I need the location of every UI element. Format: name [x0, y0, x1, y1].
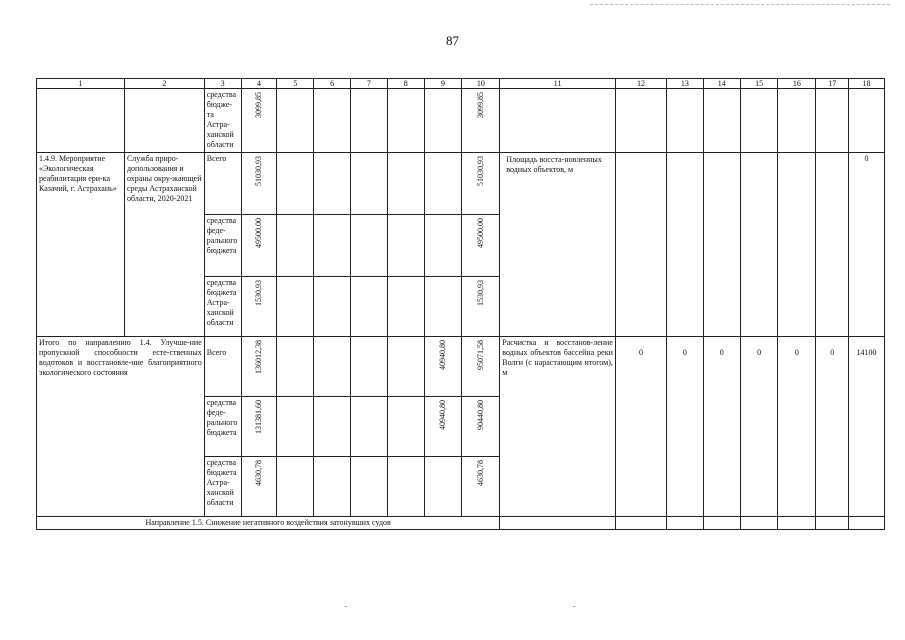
cell-empty	[703, 89, 740, 153]
cell-empty	[387, 277, 424, 337]
header-cell: 6	[314, 79, 351, 89]
value-text: 0	[794, 348, 799, 357]
amount-value: 51030,93	[475, 156, 485, 186]
section-heading-row	[37, 517, 885, 530]
amount-value: 1530,93	[253, 280, 263, 306]
cell-empty	[667, 153, 704, 337]
cell-empty	[703, 153, 740, 337]
amount-cell	[241, 215, 277, 277]
cell-empty	[350, 397, 387, 457]
source-label: Всего	[206, 348, 227, 357]
header-cell: 8	[387, 79, 424, 89]
header-row	[37, 79, 885, 89]
header-cell: 16	[778, 79, 816, 89]
amount-cell	[462, 457, 500, 517]
indicator-value	[615, 337, 666, 517]
cell-empty	[849, 517, 885, 530]
cell-empty	[703, 517, 740, 530]
amount-value: 4630,78	[475, 460, 485, 486]
amount-cell	[424, 397, 462, 457]
cell-empty	[615, 517, 666, 530]
target-value: 0	[849, 153, 885, 337]
cell-empty	[314, 277, 351, 337]
cell-empty	[667, 89, 704, 153]
cell-empty	[667, 517, 704, 530]
amount-value: 49500,00	[253, 218, 263, 248]
amount-cell	[241, 397, 277, 457]
header-cell: 4	[241, 79, 277, 89]
cell-empty	[37, 89, 125, 153]
cell-empty	[424, 277, 462, 337]
cell-empty	[424, 215, 462, 277]
amount-value: 3099,85	[475, 92, 485, 118]
amount-value: 95071,58	[475, 340, 485, 370]
cell-empty	[387, 215, 424, 277]
header-cell: 9	[424, 79, 462, 89]
cell-empty	[816, 517, 849, 530]
indicator-value	[778, 337, 816, 517]
amount-cell	[462, 153, 500, 215]
header-cell: 5	[277, 79, 314, 89]
source-cell	[204, 337, 241, 397]
cell-empty	[314, 397, 351, 457]
cell-empty	[314, 89, 351, 153]
amount-value: 3099,85	[253, 92, 263, 118]
cell-empty	[387, 89, 424, 153]
indicator-cell: Расчистка и восстанов-ление водных объектов бассейна реки Волги (с нарастающим итогом), м	[500, 337, 616, 517]
value-text: 0	[682, 348, 687, 357]
indicator-value	[740, 337, 778, 517]
header-cell: 11	[500, 79, 616, 89]
amount-cell	[462, 277, 500, 337]
amount-value: 131381,60	[253, 400, 263, 434]
source-cell: Всего	[204, 153, 241, 215]
amount-value: 40940,80	[438, 340, 448, 370]
indicator-text: Площадь восста-новленных водных объектов, м	[506, 155, 602, 174]
section-heading: Направление 1.5. Снижение негативного воздействия затонувших судов	[37, 517, 500, 530]
cell-empty	[778, 153, 816, 337]
amount-cell	[241, 457, 277, 517]
value-text: 14100	[856, 348, 877, 357]
header-cell: 15	[740, 79, 778, 89]
measure-name: 1.4.9. Мероприятие «Экологическая реабилитация ери-ка Казачий, г. Астрахань»	[37, 153, 125, 337]
header-cell: 13	[667, 79, 704, 89]
cell-empty	[424, 153, 462, 215]
cell-empty	[424, 89, 462, 153]
cell-empty	[124, 89, 204, 153]
cell-empty	[778, 89, 816, 153]
indicator-value	[703, 337, 740, 517]
value-text: 0	[830, 348, 835, 357]
cell-empty	[740, 153, 778, 337]
indicator-value	[816, 337, 849, 517]
cell-empty	[816, 153, 849, 337]
cell-empty	[424, 457, 462, 517]
cell-empty	[500, 517, 616, 530]
header-cell: 1	[37, 79, 125, 89]
amount-value: 4630,78	[253, 460, 263, 486]
source-cell: средства феде-рального бюджета	[204, 215, 241, 277]
cell-empty	[615, 89, 666, 153]
source-cell: средства бюджета Астра-ханской области	[204, 277, 241, 337]
amount-cell	[462, 89, 500, 153]
cell-empty	[314, 337, 351, 397]
header-cell: 10	[462, 79, 500, 89]
value-text: 0	[638, 348, 643, 357]
cell-empty	[350, 153, 387, 215]
target-value	[849, 337, 885, 517]
amount-value: 90440,80	[475, 400, 485, 430]
amount-value: 51030,93	[253, 156, 263, 186]
cell-empty	[277, 153, 314, 215]
cell-empty	[740, 89, 778, 153]
amount-cell	[241, 337, 277, 397]
cell-empty	[387, 337, 424, 397]
amount-value: 1530,93	[475, 280, 485, 306]
amount-cell	[462, 337, 500, 397]
table-row	[37, 337, 885, 397]
header-cell: 17	[816, 79, 849, 89]
amount-value: 49500,00	[475, 218, 485, 248]
header-cell: 14	[703, 79, 740, 89]
amount-cell	[241, 277, 277, 337]
table-row	[37, 153, 885, 215]
scan-speck	[345, 606, 347, 607]
cell-empty	[849, 89, 885, 153]
header-cell: 12	[615, 79, 666, 89]
financing-table	[36, 78, 885, 530]
top-rule	[590, 4, 890, 5]
cell-empty	[350, 215, 387, 277]
cell-empty	[350, 277, 387, 337]
header-cell: 7	[350, 79, 387, 89]
indicator-cell	[500, 153, 616, 337]
cell-empty	[277, 277, 314, 337]
cell-empty	[350, 89, 387, 153]
amount-cell	[241, 153, 277, 215]
cell-empty	[816, 89, 849, 153]
cell-empty	[350, 457, 387, 517]
scan-speck	[573, 606, 575, 607]
source-cell: средства феде-рального бюджета	[204, 397, 241, 457]
cell-empty	[277, 89, 314, 153]
value-text: 0	[757, 348, 762, 357]
source-cell: средства бюджета Астра-ханской области	[204, 457, 241, 517]
header-cell: 3	[204, 79, 241, 89]
amount-value: 40940,80	[438, 400, 448, 430]
header-cell: 2	[124, 79, 204, 89]
cell-empty	[277, 337, 314, 397]
cell-empty	[314, 153, 351, 215]
cell-empty	[314, 457, 351, 517]
cell-empty	[387, 153, 424, 215]
amount-value: 136012,38	[253, 340, 263, 374]
cell-empty	[387, 457, 424, 517]
amount-cell	[424, 337, 462, 397]
total-name: Итого по направлению 1.4. Улучше-ние пропускной способности есте-ственных водотоков и восстановле-ние благоприятного экологического состояния	[37, 337, 205, 517]
cell-empty	[740, 517, 778, 530]
cell-empty	[387, 397, 424, 457]
source-cell: средства бюдже-та Астра-ханской области	[204, 89, 241, 153]
value-text: 0	[719, 348, 724, 357]
cell-empty	[500, 89, 616, 153]
amount-cell	[462, 397, 500, 457]
header-cell: 18	[849, 79, 885, 89]
cell-empty	[350, 337, 387, 397]
table-row	[37, 89, 885, 153]
indicator-value	[667, 337, 704, 517]
page-number: 87	[446, 33, 459, 48]
cell-empty	[314, 215, 351, 277]
amount-cell	[462, 215, 500, 277]
cell-empty	[778, 517, 816, 530]
cell-empty	[277, 397, 314, 457]
cell-empty	[277, 457, 314, 517]
cell-empty	[615, 153, 666, 337]
amount-cell	[241, 89, 277, 153]
cell-empty	[277, 215, 314, 277]
executor-cell: Служба приро-допользования и охраны окру-жающей среды Астраханской области, 2020-2021	[124, 153, 204, 337]
